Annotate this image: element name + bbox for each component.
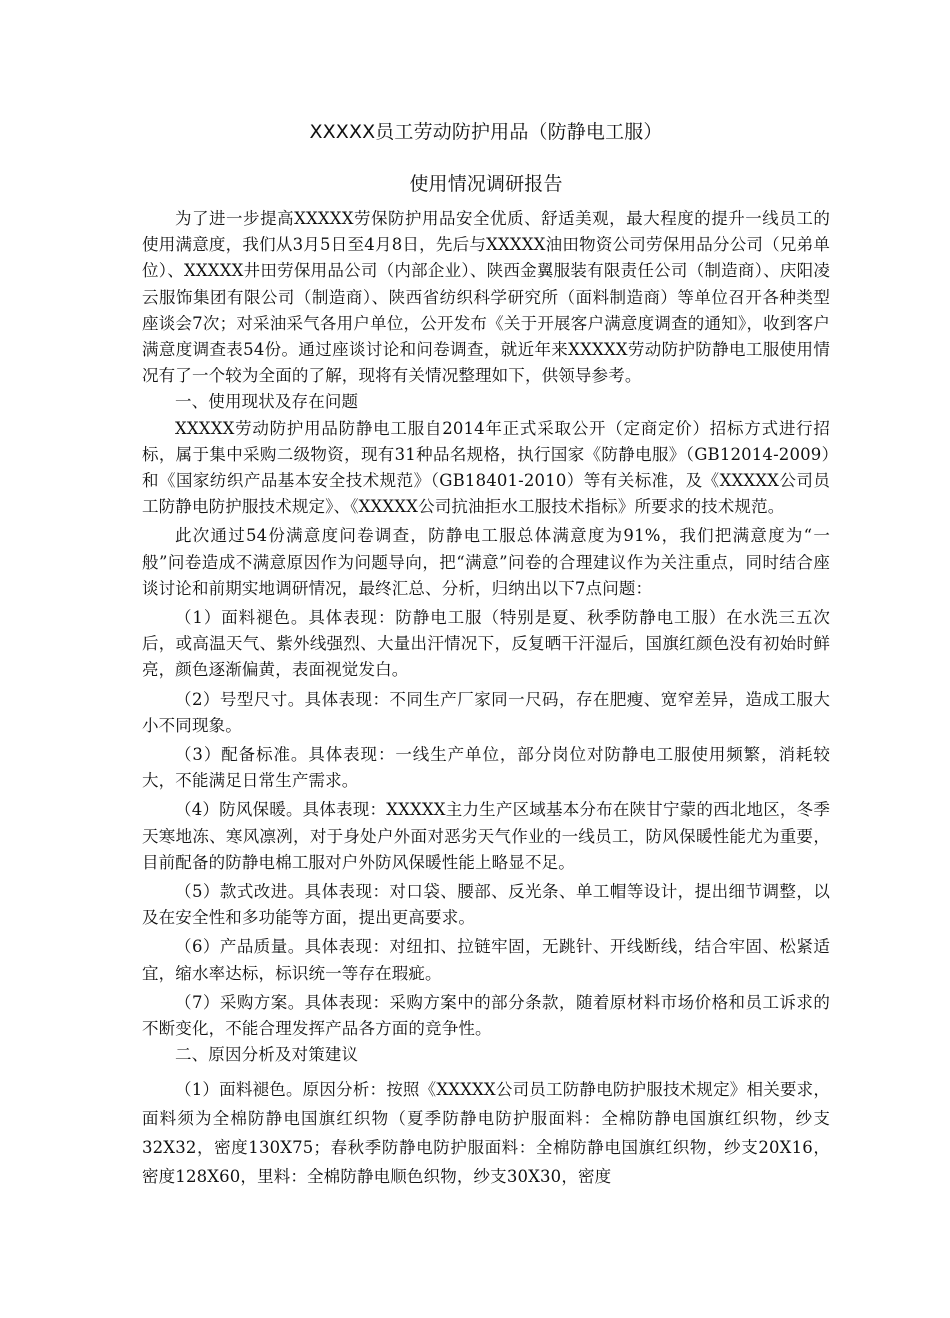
document-body	[142, 116, 830, 1191]
document-title-line2: 使用情况调研报告	[409, 173, 563, 195]
section1-heading: 一、使用现状及存在问题	[175, 392, 359, 412]
section2-paragraph-1: （1）面料褪色。原因分析：按照《XXXXX公司员工防静电防护服技术规定》相关要求，面料须为全棉防静电国旗红织物（夏季防静电防护服面料：全棉防静电国旗红织物，纱支32X32，密度130X75；春秋季防静电防护服面料：全棉防静电国旗红织物，纱支20X16，密度128X60，里料：全棉防静电顺色织物，纱支30X30，密度	[142, 1079, 830, 1186]
section1-paragraph-1: XXXXX劳动防护用品防静电工服自2014年正式采取公开（定商定价）招标方式进行招标，属于集中采购二级物资，现有31种品名规格，执行国家《防静电服》（GB12014-2009）和《国家纺织产品基本安全技术规范》（GB18401-2010）等有关标准，及《XXXXX公司员工防静电防护服技术规定》、《XXXXX公司抗油拒水工服技术指标》所要求的技术规范。	[142, 418, 830, 517]
document-title-line1: XXXXX员工劳动防护用品（防静电工服）	[309, 121, 663, 143]
section2-heading: 二、原因分析及对策建议	[175, 1045, 359, 1065]
problem-item-2: （2）号型尺寸。具体表现：不同生产厂家同一尺码，存在肥瘦、宽窄差异，造成工服大小不同现象。	[142, 689, 830, 735]
problem-item-4: （4）防风保暖。具体表现：XXXXX主力生产区域基本分布在陕甘宁蒙的西北地区，冬季天寒地冻、寒风凛冽，对于身处户外面对恶劣天气作业的一线员工，防风保暖性能尤为重要，目前配备的防静电棉工服对户外防风保暖性能上略显不足。	[142, 800, 830, 872]
problem-item-7: （7）采购方案。具体表现：采购方案中的部分条款，随着原材料市场价格和员工诉求的不断变化，不能合理发挥产品各方面的竞争性。	[142, 992, 830, 1039]
problem-item-1: （1）面料褪色。具体表现：防静电工服（特别是夏、秋季防静电工服）在水洗三五次后，或高温天气、紫外线强烈、大量出汗情况下，反复晒干汗湿后，国旗红颜色没有初始时鲜亮，颜色逐渐偏黄，表面视觉发白。	[142, 608, 830, 680]
problem-item-3: （3）配备标准。具体表现：一线生产单位，部分岗位对防静电工服使用频繁，消耗较大，不能满足日常生产需求。	[142, 745, 830, 791]
problem-item-5: （5）款式改进。具体表现：对口袋、腰部、反光条、单工帽等设计，提出细节调整，以及在安全性和多功能等方面，提出更高要求。	[142, 882, 830, 928]
section1-paragraph-2: 此次通过54份满意度问卷调查，防静电工服总体满意度为91%，我们把满意度为“一般”问卷造成不满意原因作为问题导向，把“满意”问卷的合理建议作为关注重点，同时结合座谈讨论和前期实地调研情况，最终汇总、分析，归纳出以下7点问题：	[142, 526, 830, 598]
intro-paragraph: 为了进一步提高XXXXX劳保防护用品安全优质、舒适美观，最大程度的提升一线员工的使用满意度，我们从3月5日至4月8日，先后与XXXXX油田物资公司劳保用品分公司（兄弟单位）、XXXXX井田劳保用品公司（内部企业）、陕西金翼服装有限责任公司（制造商）、庆阳凌云服饰集团有限公司（制造商）、陕西省纺织科学研究所（面料制造商）等单位召开各种类型座谈会7次；对采油采气各用户单位，公开发布《关于开展客户满意度调查的通知》，收到客户满意度调查表54份。通过座谈讨论和问卷调查，就近年来XXXXX劳动防护防静电工服使用情况有了一个较为全面的了解，现将有关情况整理如下，供领导参考。	[142, 209, 830, 386]
problem-item-6: （6）产品质量。具体表现：对纽扣、拉链牢固，无跳针、开线断线，结合牢固、松紧适宜，缩水率达标，标识统一等存在瑕疵。	[142, 937, 830, 983]
